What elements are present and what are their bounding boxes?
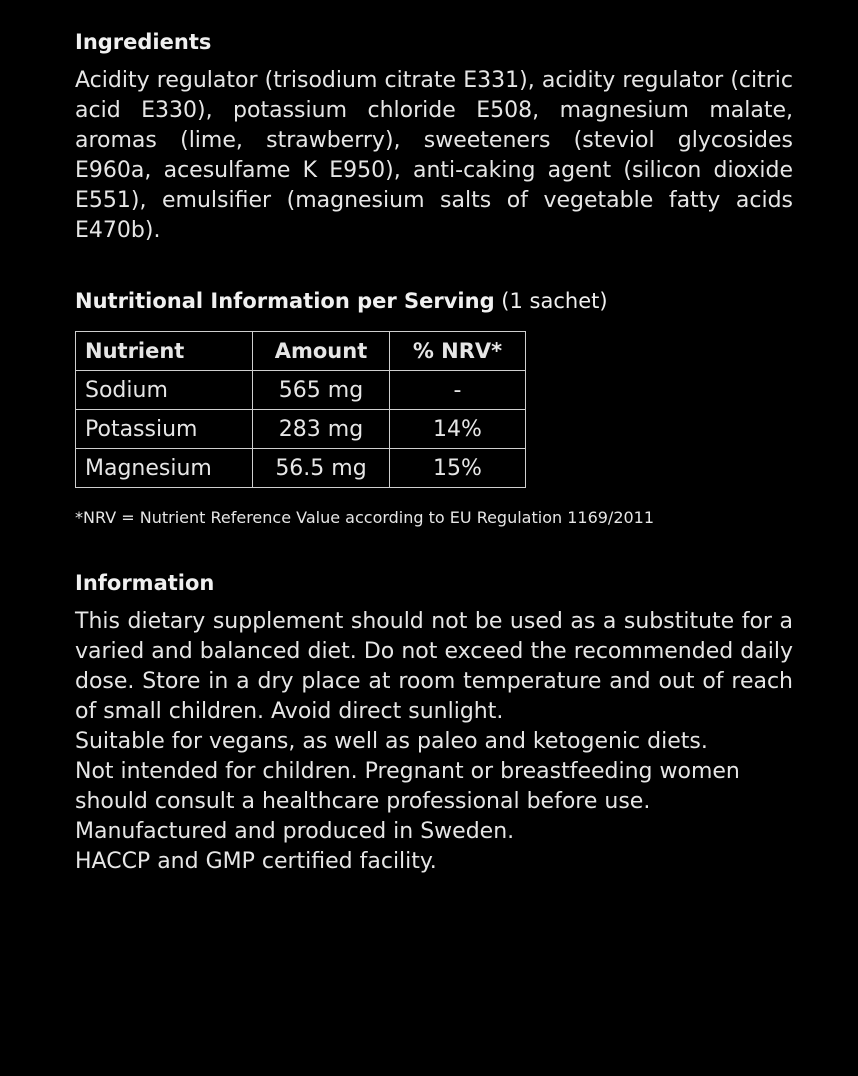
information-heading: Information (75, 571, 215, 595)
nutrient-nrv: - (390, 371, 526, 410)
ingredients-text: Acidity regulator (trisodium citrate E331), acidity regulator (citric acid E330), potassium chloride E508, magnesium malate, aromas (lime, strawberry), sweeteners (steviol glycosides E960a, acesulfame K E950), anti-caking agent (silicon dioxide E551), emulsifier (magnesium salts of vegetable fatty acids E470b). (75, 68, 793, 243)
table-header-row (76, 332, 526, 371)
information-paragraph-usage: This dietary supplement should not be used as a substitute for a varied and balanced diet. Do not exceed the recommended daily dose. Store in a dry place at room temperature and out of reach of small children. Avoid direct sunlight. (75, 609, 793, 724)
table-row (76, 449, 526, 488)
column-header-nrv: % NRV* (390, 332, 526, 371)
table-row (76, 410, 526, 449)
nutrient-amount: 283 mg (253, 410, 390, 449)
nutrient-nrv: 15% (390, 449, 526, 488)
information-paragraph-certification: HACCP and GMP certified facility. (75, 849, 437, 874)
nutrient-name: Magnesium (76, 449, 253, 488)
information-paragraph-warning: Not intended for children. Pregnant or breastfeeding women should consult a healthcare professional before use. (75, 759, 740, 814)
column-header-amount: Amount (253, 332, 390, 371)
nutrient-nrv: 14% (390, 410, 526, 449)
ingredients-heading: Ingredients (75, 30, 212, 54)
nutrient-amount: 56.5 mg (253, 449, 390, 488)
nutrient-amount: 565 mg (253, 371, 390, 410)
nutrient-name: Sodium (76, 371, 253, 410)
nutrition-heading-serving: (1 sachet) (494, 289, 608, 313)
nutrition-table (75, 331, 526, 488)
nutrient-name: Potassium (76, 410, 253, 449)
information-paragraph-diets: Suitable for vegans, as well as paleo and ketogenic diets. (75, 729, 708, 754)
nutrition-heading-bold: Nutritional Information per Serving (75, 289, 495, 313)
information-paragraph-origin: Manufactured and produced in Sweden. (75, 819, 515, 844)
product-label-content (75, 28, 793, 877)
table-row (76, 371, 526, 410)
column-header-nutrient: Nutrient (76, 332, 253, 371)
nrv-footnote: *NRV = Nutrient Reference Value according to EU Regulation 1169/2011 (75, 508, 655, 527)
nutrition-heading (75, 287, 793, 315)
